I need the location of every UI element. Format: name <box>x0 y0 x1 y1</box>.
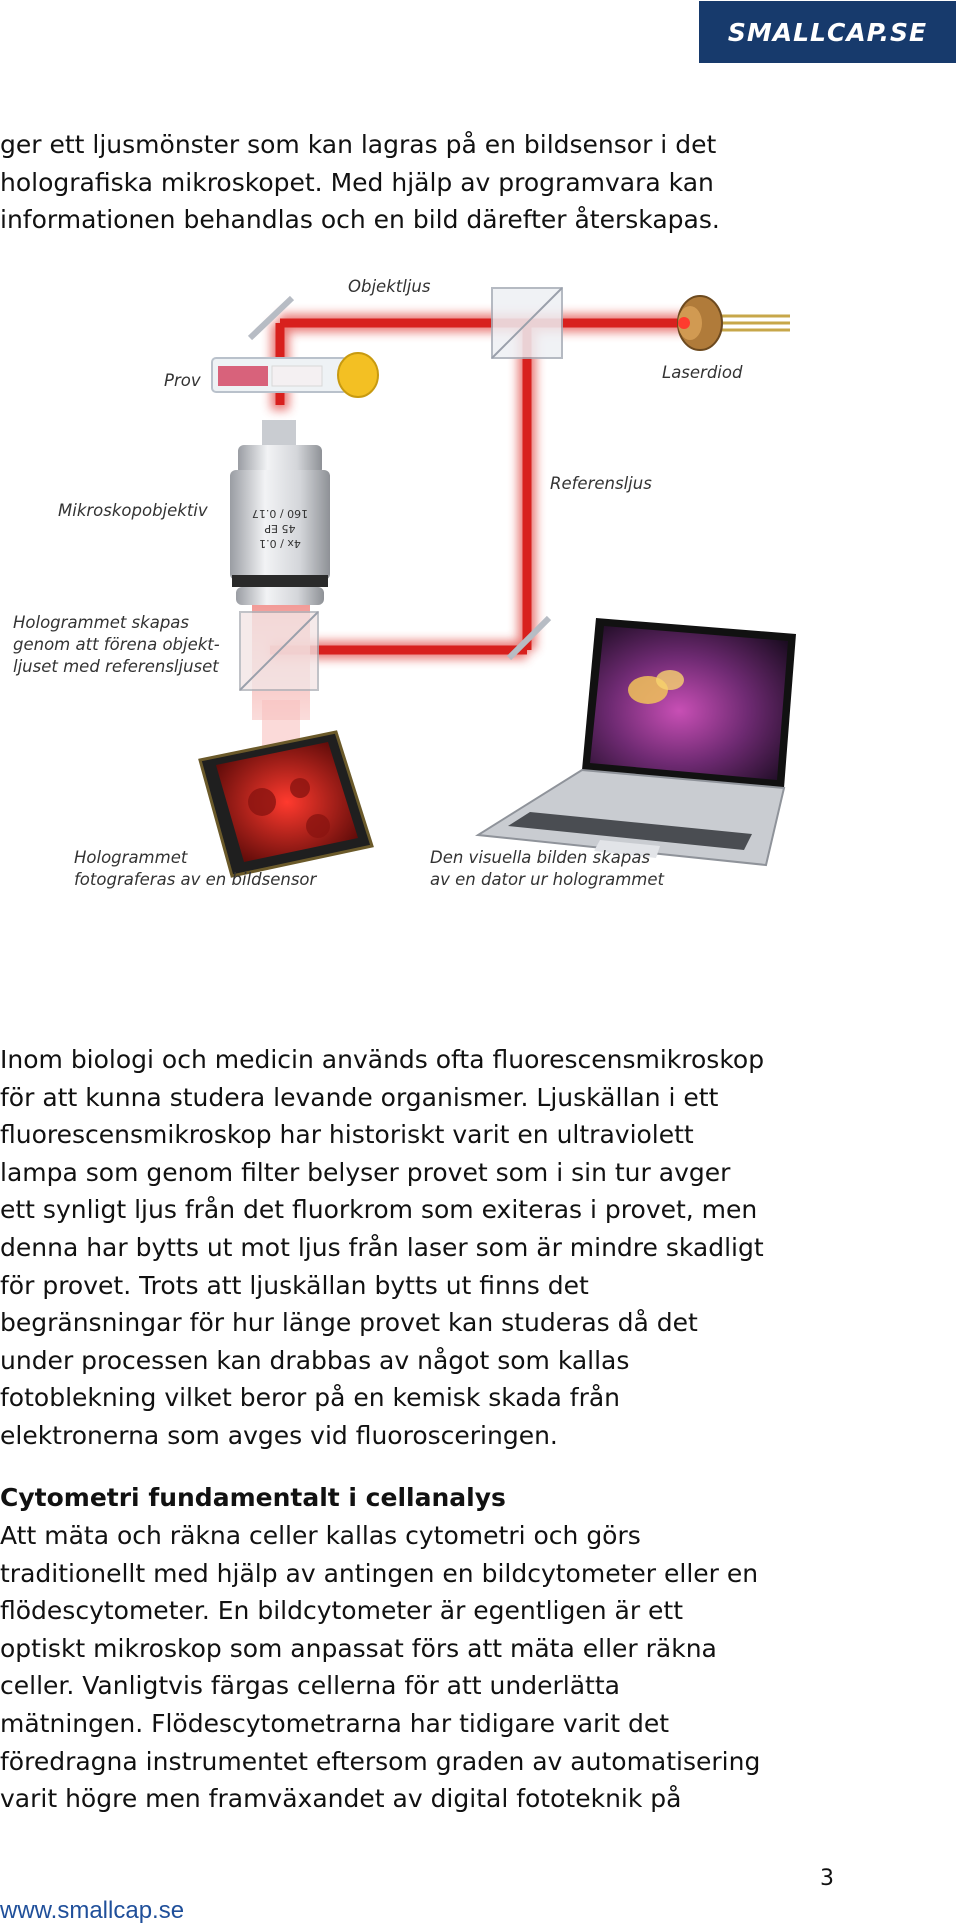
logo-text: SMALLCAP.SE <box>727 17 928 47</box>
objective-marking-line-1: 4x / 0.1 <box>259 537 301 550</box>
smallcap-logo[interactable] <box>699 1 956 63</box>
sample-slide-icon <box>212 353 378 397</box>
holographic-microscope-diagram <box>0 260 800 910</box>
objective-marking-line-3: 160 / 0.17 <box>251 507 309 520</box>
intro-paragraph: ger ett ljusmönster som kan lagras på en bildsensor i det holografiska mikroskopet. Med hjälp av programvara kan informationen behandlas och en bild därefter återskapas. <box>0 130 720 235</box>
microscope-objective-icon <box>230 420 330 605</box>
page-number: 3 <box>820 1866 834 1891</box>
objective-marking-line-2: 45 EP <box>264 522 296 535</box>
label-referensljus: Referensljus <box>550 474 652 493</box>
beam-splitter-top <box>492 288 562 358</box>
beam-splitter-bottom <box>240 612 318 690</box>
label-laserdiod: Laserdiod <box>662 363 743 382</box>
label-mikroskopobjektiv: Mikroskopobjektiv <box>58 501 208 520</box>
label-visual-image: Den visuella bilden skapas av en dator ur hologrammet <box>430 848 665 889</box>
footer-url-link[interactable]: www.smallcap.se <box>0 1897 185 1924</box>
label-hologram-photographed: Hologrammet fotograferas av en bildsensor <box>74 848 317 889</box>
cytometry-heading: Cytometri fundamentalt i cellanalys <box>0 1483 506 1512</box>
fluorescence-paragraph: Inom biologi och medicin används ofta fluorescensmikroskop för att kunna studera levande organismer. Ljuskällan i ett fluorescensmikroskop har historiskt varit en ultraviolett lampa som genom filter belyser provet som i sin tur avger ett synligt ljus från det fluorkrom som exiteras i provet, men denna har bytts ut mot ljus från laser som är mindre skadligt för provet. Trots att ljuskällan bytts ut finns det begränsningar för hur länge provet kan studeras då det under processen kan drabbas av något som kallas fotoblekning vilket beror på en kemisk skada från elektronerna som avges vid fluorosceringen. <box>0 1045 765 1450</box>
diagram-graphic <box>0 260 800 910</box>
label-objektljus: Objektljus <box>348 277 431 296</box>
laser-diode-icon <box>678 296 790 350</box>
label-hologram-created: Hologrammet skapas genom att förena objekt- ljuset med referensljuset <box>13 613 220 676</box>
label-prov: Prov <box>164 371 201 390</box>
cytometry-paragraph: Att mäta och räkna celler kallas cytometri och görs traditionellt med hjälp av antingen en bildcytometer eller en flödescytometer. En bildcytometer är egentligen är ett optiskt mikroskop som anpassat förs att mäta eller räkna celler. Vanligtvis färgas cellerna för att underlätta mätningen. Flödescytometrarna har tidigare varit det föredragna instrumentet eftersom graden av automatisering varit högre men framväxandet av digital fototeknik på <box>0 1521 761 1814</box>
